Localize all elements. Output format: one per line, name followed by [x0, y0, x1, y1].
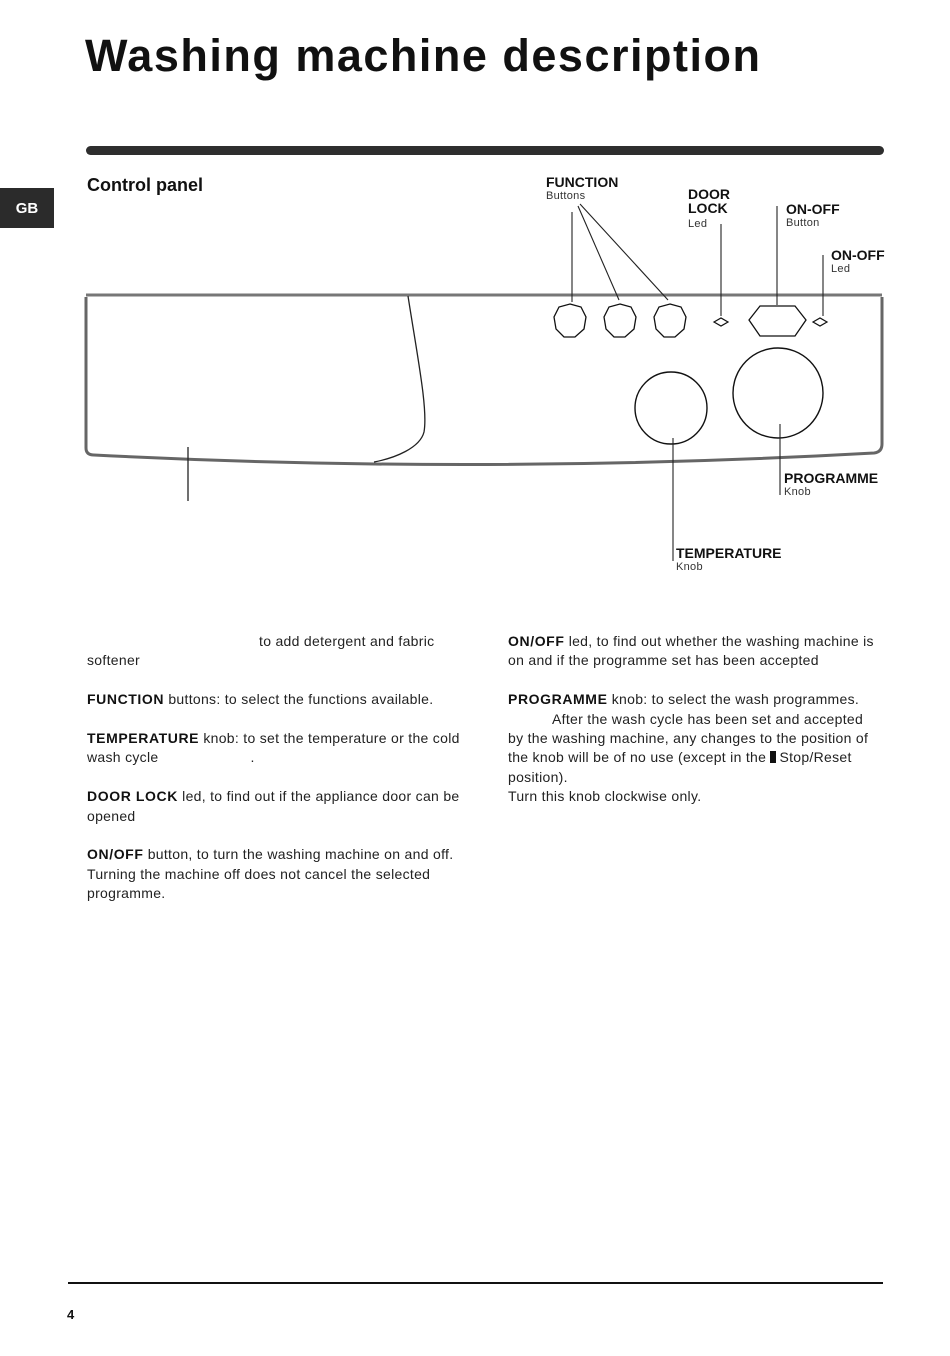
- function-label: FUNCTION Buttons: [546, 174, 619, 202]
- on-off-description: ON/OFF button, to turn the washing machine on and off. Turning the machine off does not cancel the selected programme.: [87, 846, 454, 902]
- temperature-knob: [635, 372, 707, 444]
- function-description: FUNCTION buttons: to select the functions available.: [87, 691, 434, 708]
- left-column: [87, 632, 462, 923]
- temperature-description: TEMPERATURE knob: to set the temperature or the cold wash cycle .: [87, 730, 460, 766]
- page-number: 4: [67, 1307, 75, 1322]
- language-tab: GB: [0, 188, 54, 228]
- dispenser-description: to add detergent and fabric softener: [87, 633, 435, 669]
- programme-description: PROGRAMME knob: to select the wash programmes. After the wash cycle has been set and accepted by the washing machine, any changes to the position of the knob will be of no use (except in the Stop/Reset position). Turn this knob clockwise only.: [508, 691, 869, 805]
- door-lock-led: [714, 318, 728, 326]
- on-off-led: [813, 318, 827, 326]
- temperature-label: TEMPERATURE Knob: [676, 545, 782, 573]
- footer-rule: [68, 1282, 883, 1284]
- programme-knob: [733, 348, 823, 438]
- on-off-led-description: ON/OFF led, to find out whether the washing machine is on and if the programme set has been accepted: [508, 633, 874, 669]
- page-title: Washing machine description: [85, 30, 762, 81]
- programme-label: PROGRAMME Knob: [784, 470, 879, 498]
- section-title: Control panel: [87, 175, 203, 195]
- function-button-2: [604, 304, 636, 337]
- door-lock-description: DOOR LOCK led, to find out if the appliance door can be opened: [87, 788, 460, 824]
- control-panel-diagram: [0, 0, 950, 620]
- on-off-button: [749, 306, 806, 336]
- function-button-1: [554, 304, 586, 337]
- right-column: [508, 632, 880, 826]
- door-lock-label: DOOR LOCK Led: [688, 186, 730, 230]
- on-off-led-label: ON-OFF Led: [831, 247, 885, 275]
- drawer-seam: [374, 296, 425, 462]
- on-off-button-label: ON-OFF Button: [786, 201, 840, 229]
- stop-reset-icon: [770, 751, 776, 763]
- function-button-3: [654, 304, 686, 337]
